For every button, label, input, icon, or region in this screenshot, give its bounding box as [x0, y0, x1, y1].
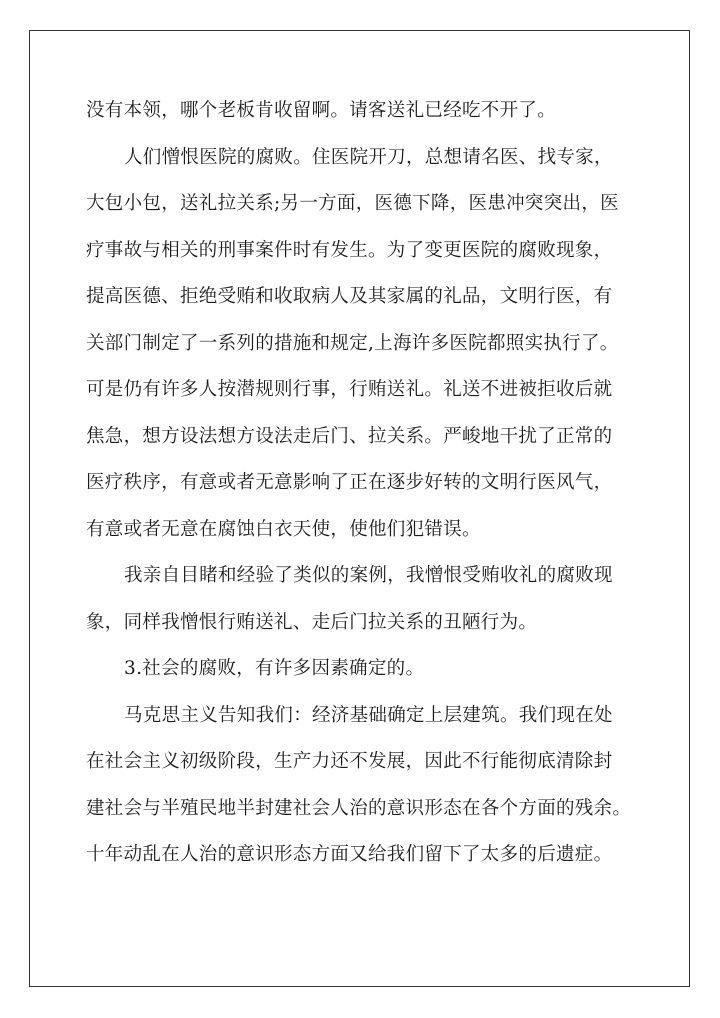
text-line: 医疗秩序，有意或者无意影响了正在逐步好转的文明行医风气，	[86, 472, 613, 493]
text-line: 关部门制定了一系列的措施和规定,上海许多医院都照实执行了。	[86, 332, 619, 354]
text-line: 在社会主义初级阶段，生产力还不发展，因此不行能彻底清除封	[86, 751, 613, 772]
text-line: 人们憎恨医院的腐败。住医院开刀，总想请名医、找专家，	[124, 146, 613, 168]
text-line: 我亲自目睹和经验了类似的案例，我憎恨受贿收礼的腐败现	[124, 565, 613, 586]
text-line: 焦急，想方设法想方设法走后门、拉关系。严峻地干扰了正常的	[86, 425, 613, 447]
section-heading: 3.社会的腐败，有许多因素确定的。	[124, 658, 425, 679]
text-line: 十年动乱在人治的意识形态方面又给我们留下了太多的后遗症。	[86, 844, 613, 865]
text-line: 大包小包，送礼拉关系;另一方面，医德下降，医患冲突突出，医	[86, 193, 619, 214]
document-body	[86, 88, 646, 879]
text-line: 疗事故与相关的刑事案件时有发生。为了变更医院的腐败现象，	[86, 239, 613, 261]
text-line: 可是仍有许多人按潜规则行事，行贿送礼。礼送不进被拒收后就	[86, 379, 613, 400]
text-line: 建社会与半殖民地半封建社会人治的意识形态在各个方面的残余。	[86, 797, 632, 819]
text-line: 没有本领，哪个老板肯收留啊。请客送礼已经吃不开了。	[86, 100, 557, 121]
text-line: 提高医德、拒绝受贿和收取病人及其家属的礼品，文明行医，有	[86, 286, 613, 307]
text-line: 象，同样我憎恨行贿送礼、走后门拉关系的丑陋行为。	[86, 611, 538, 633]
text-line: 马克思主义告知我们：经济基础确定上层建筑。我们现在处	[124, 704, 613, 726]
text-line: 有意或者无意在腐蚀白衣天使，使他们犯错误。	[86, 518, 481, 540]
